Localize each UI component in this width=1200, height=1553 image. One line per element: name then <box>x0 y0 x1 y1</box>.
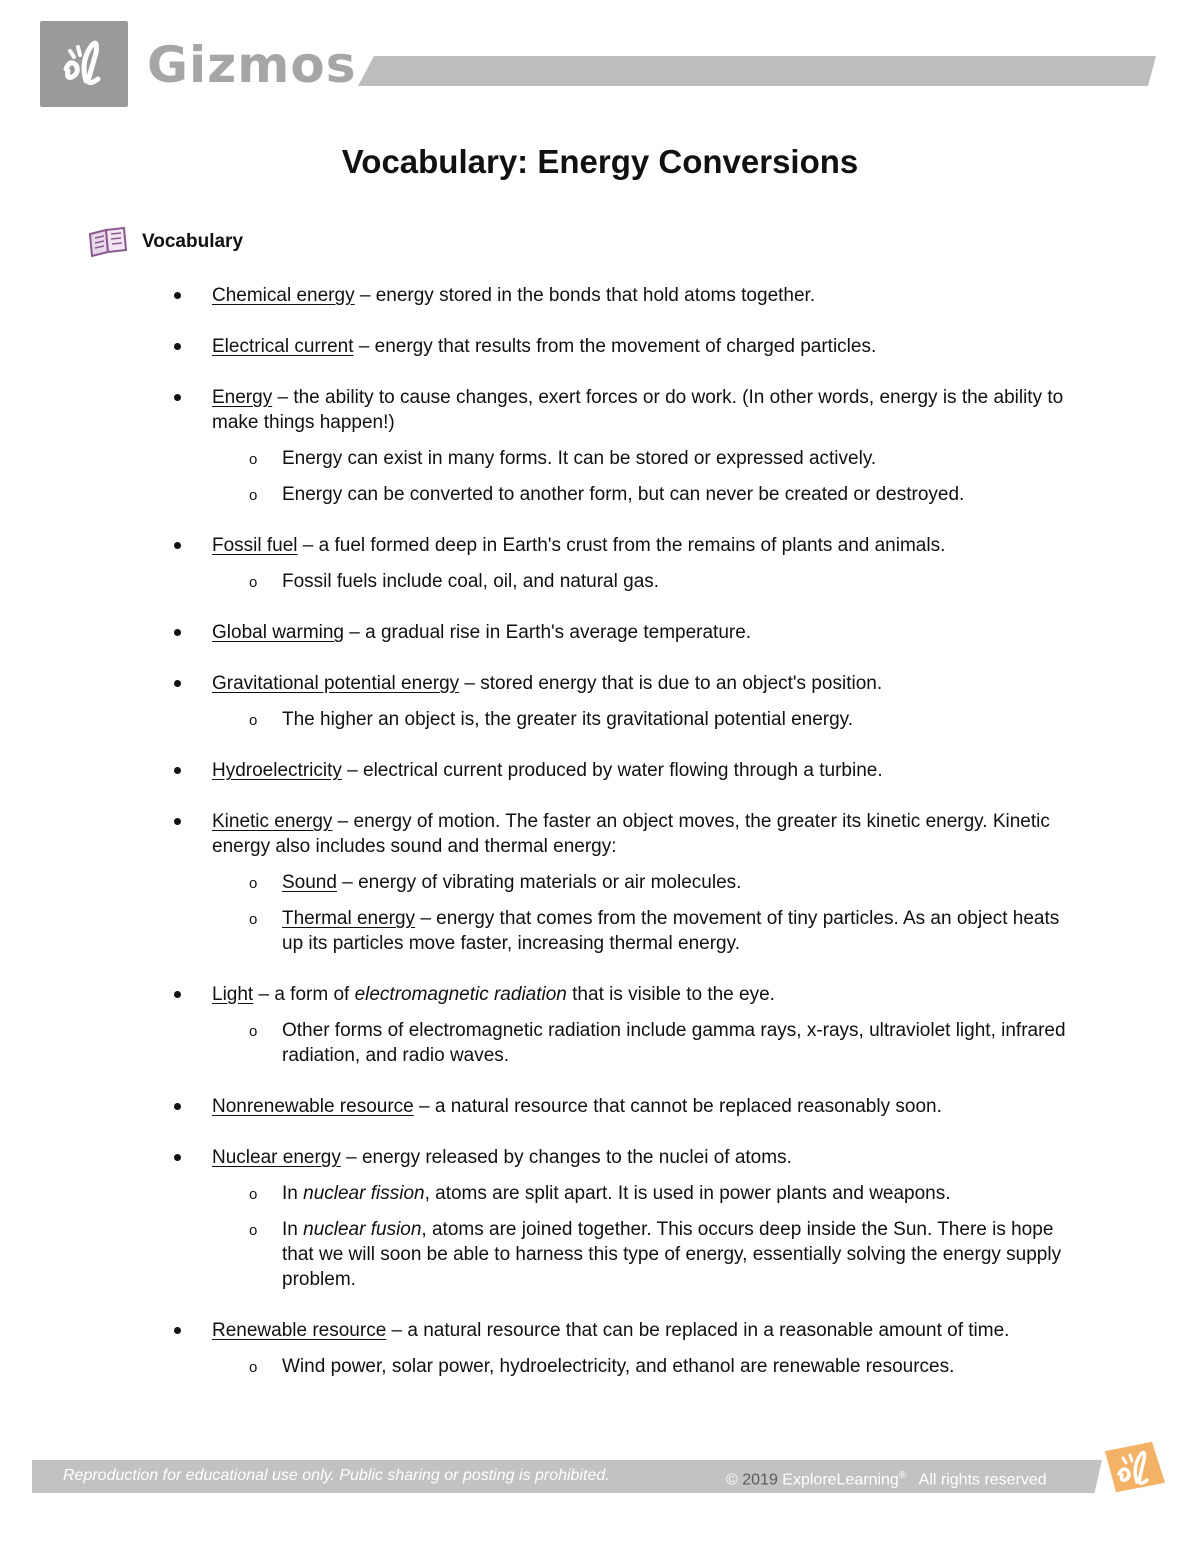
vocab-definition: that is visible to the eye. <box>566 984 775 1005</box>
sub-list-item <box>211 1217 1072 1292</box>
sub-list <box>212 569 1072 594</box>
list-item <box>212 283 1072 308</box>
vocab-definition: – energy of motion. The faster an object moves, the greater its kinetic energy. Kinetic energy also includes sound and thermal energy: <box>212 811 1050 857</box>
vocab-term: Chemical energy <box>212 285 355 306</box>
list-item <box>212 758 1072 783</box>
vocab-emphasis: nuclear fission <box>303 1183 425 1204</box>
sub-list-item <box>211 870 1072 895</box>
sub-list-item: o The higher an object is, the greater its gravitational potential energy. <box>211 707 1072 732</box>
sub-list <box>212 707 1072 732</box>
sub-list <box>212 446 1072 507</box>
sub-list <box>212 1018 1072 1068</box>
list-item <box>212 982 1072 1068</box>
vocab-definition: – energy that results from the movement of charged particles. <box>353 336 877 357</box>
vocab-emphasis: electromagnetic radiation <box>354 984 567 1005</box>
vocab-term: Hydroelectricity <box>212 760 342 781</box>
sub-list <box>212 1181 1072 1292</box>
sub-list <box>212 870 1072 956</box>
copyright-symbol: © <box>726 1471 738 1489</box>
document-title: Vocabulary: Energy Conversions <box>341 143 859 180</box>
vocab-term: Light <box>212 984 254 1005</box>
vocab-term: Kinetic energy <box>212 811 333 832</box>
vocabulary-list <box>212 283 1072 1405</box>
vocab-subdefinition: – energy that comes from the movement of tiny particles. As an object heats up its particles move faster, increasing thermal energy. <box>282 908 1060 954</box>
sub-list-item <box>211 1181 1072 1206</box>
section-heading <box>86 226 243 258</box>
vocab-term: Nuclear energy <box>212 1147 341 1168</box>
sub-list-item <box>211 906 1072 956</box>
vocab-emphasis: nuclear fusion <box>303 1219 422 1240</box>
sub-text: , atoms are joined together. This occurs deep inside the Sun. There is hope that we will soon be able to harness this type of energy, essentially solving the energy supply problem. <box>282 1219 1062 1290</box>
vocab-definition: – a natural resource that can be replaced in a reasonable amount of time. <box>386 1320 1010 1341</box>
list-item <box>212 1318 1072 1379</box>
copyright-year: 2019 <box>742 1471 778 1489</box>
brand-wordmark: Gizmos <box>147 36 357 94</box>
explorelearning-logo <box>40 21 128 107</box>
sub-list-item: o Other forms of electromagnetic radiation include gamma rays, x-rays, ultraviolet light, infrared radiation, and radio waves. <box>211 1018 1072 1068</box>
sub-text: In <box>282 1183 304 1204</box>
vocab-subterm: Sound <box>282 872 337 893</box>
header-bar <box>358 56 1156 86</box>
vocab-definition: – electrical current produced by water flowing through a turbine. <box>341 760 883 781</box>
sub-list-item: o Wind power, solar power, hydroelectricity, and ethanol are renewable resources. <box>211 1354 1072 1379</box>
vocab-term: Electrical current <box>212 336 354 357</box>
vocab-term: Gravitational potential energy <box>212 673 460 694</box>
list-item <box>212 809 1072 956</box>
vocab-definition: – a natural resource that cannot be replaced reasonably soon. <box>413 1096 942 1117</box>
sub-list-item: o Energy can exist in many forms. It can be stored or expressed actively. <box>211 446 1072 471</box>
vocab-subterm: Thermal energy <box>282 908 416 929</box>
vocab-definition: – a form of <box>253 984 355 1005</box>
sub-list <box>212 1354 1072 1379</box>
section-heading-label: Vocabulary <box>142 231 244 252</box>
sub-text: In <box>282 1219 304 1240</box>
vocab-term: Global warming <box>212 622 344 643</box>
vocab-definition: – energy released by changes to the nuclei of atoms. <box>340 1147 792 1168</box>
list-item <box>212 620 1072 645</box>
book-icon <box>86 226 130 258</box>
vocab-term: Renewable resource <box>212 1320 387 1341</box>
vocab-subdefinition: – energy of vibrating materials or air molecules. <box>336 872 742 893</box>
list-item <box>212 1145 1072 1292</box>
el-logo-icon <box>40 21 128 107</box>
footer-copyright <box>726 1465 1047 1491</box>
vocab-term: Nonrenewable resource <box>212 1096 414 1117</box>
rights-text: All rights reserved <box>918 1471 1047 1489</box>
vocab-definition: – stored energy that is due to an object's position. <box>459 673 883 694</box>
list-item <box>212 385 1072 507</box>
sub-list-item: o Fossil fuels include coal, oil, and natural gas. <box>211 569 1072 594</box>
list-item <box>212 533 1072 594</box>
vocab-definition: – a fuel formed deep in Earth's crust from the remains of plants and animals. <box>297 535 946 556</box>
list-item <box>212 1094 1072 1119</box>
footer-notice: Reproduction for educational use only. Public sharing or posting is prohibited. <box>63 1467 610 1484</box>
vocab-term: Energy <box>212 387 273 408</box>
list-item <box>212 671 1072 732</box>
el-badge-icon <box>1097 1436 1173 1498</box>
registered-mark: ® <box>898 1470 907 1481</box>
list-item <box>212 334 1072 359</box>
sub-text: , atoms are split apart. It is used in power plants and weapons. <box>424 1183 951 1204</box>
vocab-definition: – a gradual rise in Earth's average temperature. <box>344 622 752 643</box>
vocab-term: Fossil fuel <box>212 535 298 556</box>
vocab-definition: – the ability to cause changes, exert forces or do work. (In other words, energy is the ability to make things happen!) <box>212 387 1064 433</box>
company-name: ExploreLearning <box>782 1471 899 1489</box>
sub-list-item: o Energy can be converted to another form, but can never be created or destroyed. <box>211 482 1072 507</box>
vocab-definition: – energy stored in the bonds that hold atoms together. <box>354 285 816 306</box>
